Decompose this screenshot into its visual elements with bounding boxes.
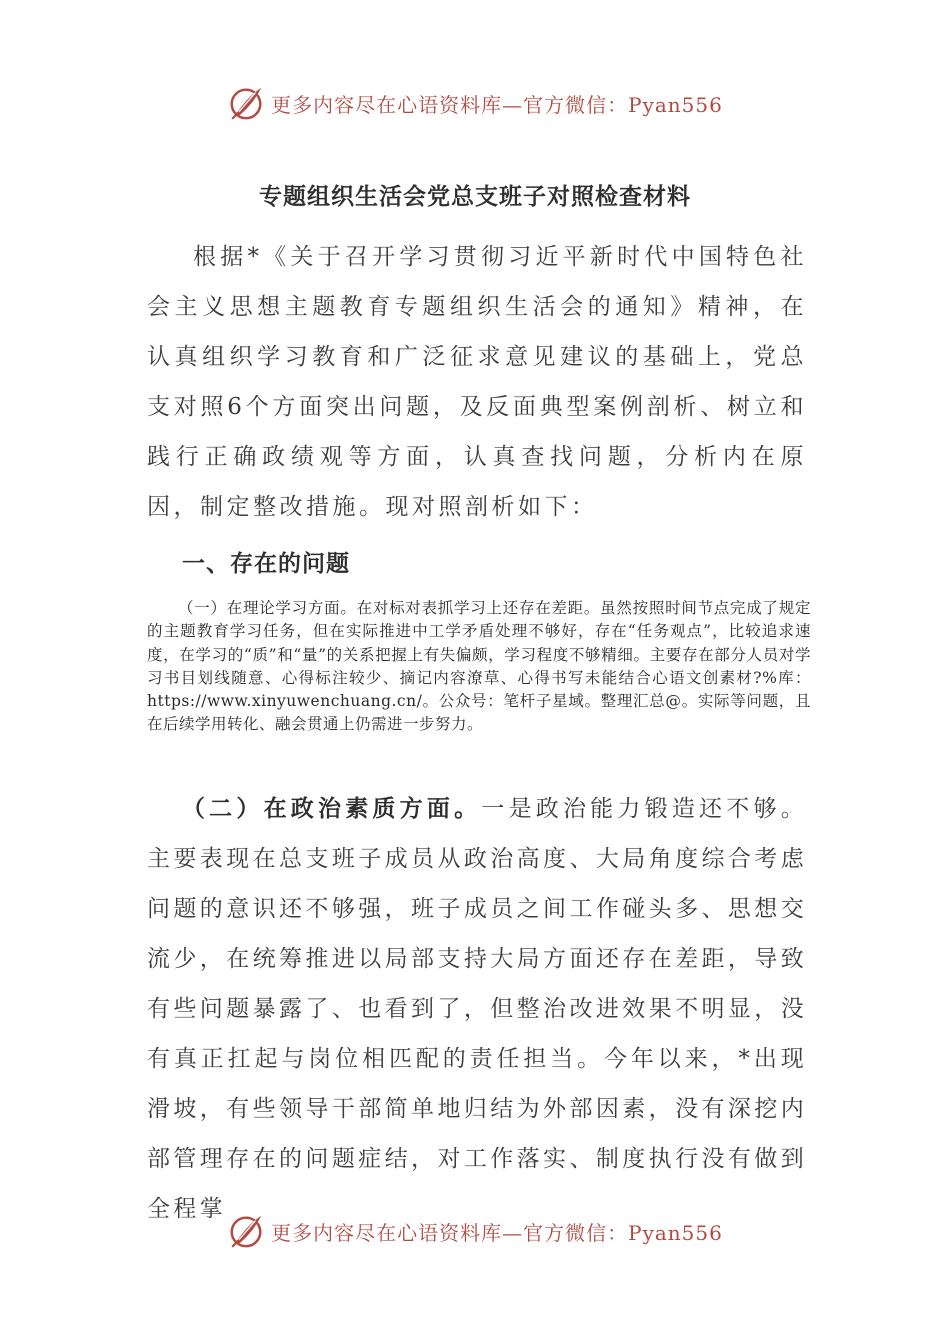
header-banner — [0, 83, 950, 123]
intro-paragraph: 根据*《关于召开学习贯彻习近平新时代中国特色社会主义思想主题教育专题组织生活会的通知》精神，在认真组织学习教育和广泛征求意见建议的基础上，党总支对照6个方面突出问题，及反面典型案例剖析、树立和践行正确政绩观等方面，认真查找问题，分析内在原因，制定整改措施。现对照剖析如下： — [147, 244, 807, 520]
footer-banner — [0, 1211, 950, 1251]
section-heading: 一、存在的问题 — [182, 551, 350, 577]
banner-text: 更多内容尽在心语资料库—官方微信：Pyan556 — [271, 92, 723, 117]
political-quality-paragraph — [147, 784, 807, 1234]
document-title: 专题组织生活会党总支班子对照检查材料 — [259, 184, 691, 210]
banner-text: 更多内容尽在心语资料库—官方微信：Pyan556 — [271, 1220, 723, 1245]
political-quality-body: 一是政治能力锻造还不够。主要表现在总支班子成员从政治高度、大局角度综合考虑问题的意识还不够强，班子成员之间工作碰头多、思想交流少，在统筹推进以局部支持大局方面还存在差距，导致有些问题暴露了、也看到了，但整治改进效果不明显，没有真正扛起与岗位相匹配的责任担当。今年以来，*出现滑坡，有些领导干部简单地归结为外部因素，没有深挖内部管理存在的问题症结，对工作落实、制度执行没有做到全程掌 — [147, 796, 807, 1222]
quill-logo-icon — [227, 1212, 265, 1250]
theory-study-paragraph: （一）在理论学习方面。在对标对表抓学习上还存在差距。虽然按照时间节点完成了规定的主题教育学习任务，但在实际推进中工学矛盾处理不够好，存在“任务观点”，比较追求速度，在学习的“质”和“量”的关系把握上有失偏颇，学习程度不够精细。主要存在部分人员对学习书目划线随意、心得标注较少、摘记内容潦草、心得书写未能结合心语文创素材?%库：https://www.xinyuwenchuang.cn/。公众号：笔杆子星域。整理汇总@。实际等问题，且在后续学用转化、融会贯通上仍需进一步努力。 — [147, 599, 811, 734]
quill-logo-icon — [227, 84, 265, 122]
political-quality-lead: （二）在政治素质方面。 — [181, 796, 482, 822]
